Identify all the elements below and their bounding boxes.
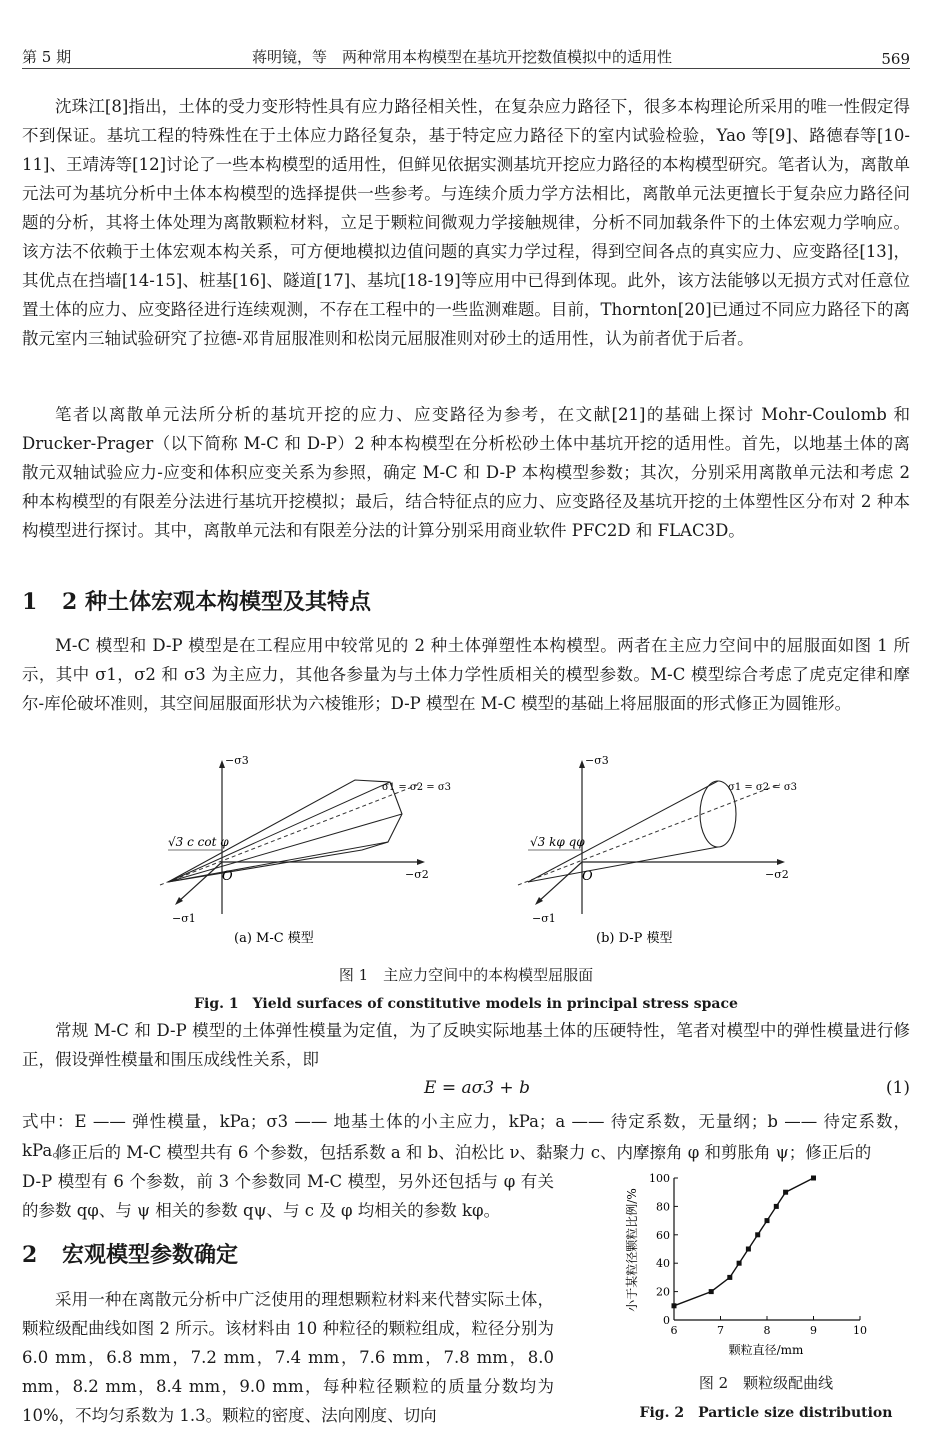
paragraph-modulus: 常规 M-C 和 D-P 模型的土体弹性模量为定值，为了反映实际地基土体的压硬特性，笔者对模型中的弹性模量进行修正，假设弹性模量和围压成线性关系，即 [22,1021,910,1069]
panel-dp [518,754,797,946]
paragraph-material: 采用一种在离散元分析中广泛使用的理想颗粒材料来代替实际土体，颗粒级配曲线如图 2 所示。该材料由 10 种粒径的颗粒组成，粒径分别为 6.0 mm，6.8 mm，7.2 mm，7.4 mm，7.6 mm，7.8 mm，8.0 mm，8.2 mm，8.4 mm，9.0 mm，每种粒径颗粒的质量分数均为 10%，不均匀系数为 1.3。颗粒的密度、法向刚度、切向 [22,1290,554,1425]
dp-origin: O [582,869,593,884]
mc-origin: O [222,869,233,884]
figure-2 [616,1168,916,1368]
paragraph-approach: 笔者以离散单元法所分析的基坑开挖的应力、应变路径为参考，在文献[21]的基础上探讨 Mohr-Coulomb 和 Drucker-Prager（以下简称 M-C 和 D-P）2 种本构模型在分析松砂土体中基坑开挖的适用性。首先，以地基土体的离散元双轴试验应力-应变和体积应变关系为参照，确定 M-C 和 D-P 本构模型参数；其次，分别采用离散单元法和考虑 2 种本构模型的有限差分法进行基坑开挖模拟；最后，结合特征点的应力、应变路径及基坑开挖的土体塑性区分布对 2 种本构模型进行探讨。其中，离散单元法和有限差分法的计算分别采用商业软件 PFC2D 和 FLAC3D。 [22,405,910,540]
page-number: 569 [881,50,910,68]
figure-2-caption-cn: 图 2 颗粒级配曲线 [698,1374,834,1392]
paragraph-intro: 沈珠江[8]指出，土体的受力变形特性具有应力路径相关性，在复杂应力路径下，很多本构理论所采用的唯一性假定得不到保证。基坑工程的特殊性在于土体应力路径复杂，基于特定应力路径下的室内试验检验，Yao 等[9]、路德春等[10-11]、王靖涛等[12]讨论了一些本构模型的适用性，但鲜见依据实测基坑开挖应力路径的本构模型研究。笔者认为，离散单元法可为基坑分析中土体本构模型的选择提供一些参考。与连续介质力学方法相比，离散单元法更擅长于复杂应力路径问题的分析，其将土体处理为离散颗粒材料，立足于颗粒间微观力学接触规律，分析不同加载条件下的土体宏观力学响应。该方法不依赖于土体宏观本构关系，可方便地模拟边值问题的真实力学过程，得到空间各点的真实应力、应变路径[13]，其优点在挡墙[14-15]、桩基[16]、隧道[17]、基坑[18-19]等应用中已得到体现。此外，该方法能够以无损方式对任意位置土体的应力、应变路径进行连续观测，不存在工程中的一些监测难题。目前，Thornton[20]已通过不同应力路径下的离散元室内三轴试验研究了拉德-邓肯屈服准则和松岗元屈服准则对砂土的适用性，认为前者优于后者。 [22,97,910,348]
mc-axis-sigma1: −σ1 [172,912,196,925]
dp-panel-label: (b) D-P 模型 [596,931,673,946]
x-tick-label: 10 [853,1324,867,1337]
data-point [755,1232,760,1237]
dp-axis-sigma2: −σ2 [765,868,789,881]
y-tick-label: 20 [656,1285,670,1299]
series-line [674,1178,814,1306]
data-point [727,1275,732,1280]
figure-1-svg [150,752,810,957]
data-point [783,1190,788,1195]
y-tick-label: 40 [656,1257,670,1271]
y-tick-label: 80 [656,1200,670,1214]
y-tick-label: 100 [649,1172,670,1185]
x-tick-label: 9 [810,1324,817,1337]
dp-hydrostatic-label: σ1 = σ2 = σ3 [728,782,798,793]
figure-2-caption-en: Fig. 2 Particle size distribution [639,1405,893,1421]
data-point [746,1247,751,1252]
dp-axis-sigma3: −σ3 [585,754,609,767]
x-axis-label: 颗粒直径/mm [728,1343,804,1357]
paragraph-params-cont: D-P 模型有 6 个参数，前 3 个参数同 M-C 模型，另外还包括与 φ 有关的参数 qφ、与 ψ 相关的参数 qψ、与 c 及 φ 均相关的参数 kφ。 [22,1172,554,1220]
data-point [774,1204,779,1209]
figure-1-caption-en: Fig. 1 Yield surfaces of constitutive models in principal stress space [194,996,738,1012]
mc-axis-sigma2: −σ2 [405,868,429,881]
section-heading-2 [22,1238,238,1269]
x-tick-label: 6 [670,1324,678,1337]
mc-hydrostatic-label: σ1 = σ2 = σ3 [382,782,452,793]
figure-1 [150,752,810,957]
mc-panel-label: (a) M-C 模型 [234,931,314,946]
figure-1-caption-cn: 图 1 主应力空间中的本构模型屈服面 [338,966,594,984]
paragraph-models: M-C 模型和 D-P 模型是在工程应用中较常见的 2 种土体弹塑性本构模型。两者在主应力空间中的屈服面如图 1 所示，其中 σ1，σ2 和 σ3 为主应力，其他各参量为与土体力学性质相关的模型参数。M-C 模型综合考虑了虎克定律和摩尔-库伦破坏准则，其空间屈服面形状为六棱锥形；D-P 模型在 M-C 模型的基础上将屈服面的形式修正为圆锥形。 [22,636,910,713]
dp-axis-sigma1: −σ1 [532,912,556,925]
data-point [737,1261,742,1266]
page-header [22,42,910,69]
y-tick-label: 0 [663,1314,670,1327]
particle-size-chart [616,1168,916,1368]
paragraph-symbols: 式中：E —— 弹性模量，kPa；σ3 —— 地基土体的小主应力，kPa；a —— 待定系数，无量纲；b —— 待定系数，kPa。 [22,1112,910,1160]
mc-offset-label: √3 c cot φ [168,835,229,849]
data-point [672,1303,677,1308]
x-tick-label: 7 [717,1324,724,1337]
data-point [765,1218,770,1223]
equation-number: (1) [885,1078,910,1098]
issue-label: 第 5 期 [22,48,72,66]
section-number: 2 [22,1242,38,1268]
section-title: 宏观模型参数确定 [62,1242,239,1268]
y-tick-label: 60 [656,1228,670,1242]
data-point [811,1176,816,1181]
equation-expression: E = aσ3 + b [424,1078,530,1098]
panel-mc [160,754,451,946]
running-title: 蒋明镜，等 两种常用本构模型在基坑开挖数值模拟中的适用性 [252,48,673,66]
section-heading-1 [22,585,371,616]
section-number: 1 [22,589,38,615]
dp-offset-label: √3 kφ qφ [530,835,585,849]
x-tick-label: 8 [763,1324,771,1337]
paragraph-params: 修正后的 M-C 模型共有 6 个参数，包括系数 a 和 b、泊松比 ν、黏聚力 c、内摩擦角 φ 和剪胀角 ψ；修正后的 [55,1143,872,1162]
data-point [709,1289,714,1294]
mc-axis-sigma3: −σ3 [225,754,249,767]
section-title: 2 种土体宏观本构模型及其特点 [62,589,371,615]
y-axis-label: 小于某粒径颗粒比例/% [625,1188,639,1312]
